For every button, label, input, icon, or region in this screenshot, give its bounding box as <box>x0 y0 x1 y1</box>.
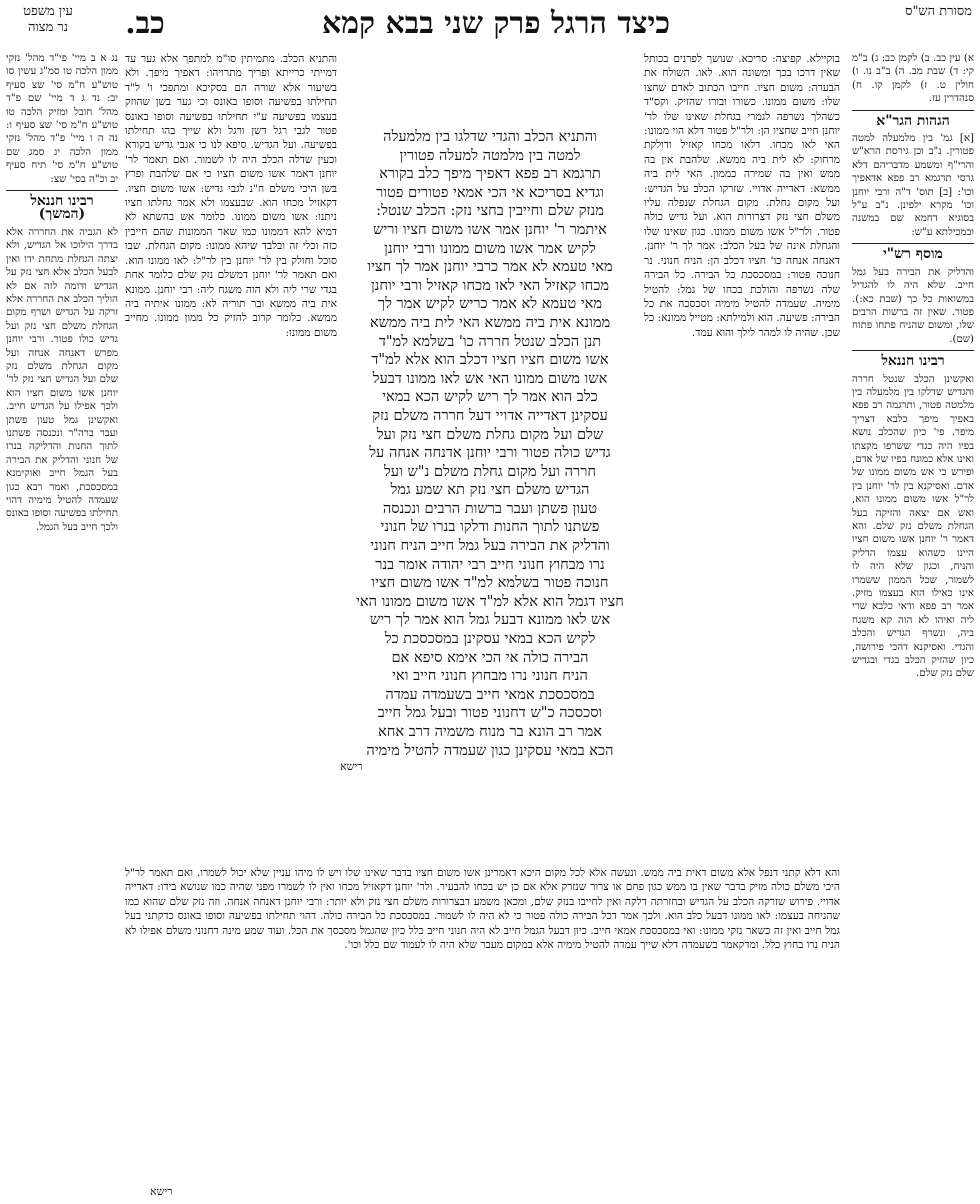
rashi-text: בוקיילא. קפיצה: סריכא. שנושך לפרנים בכותל שאין דרכו בכך ומשונה הוא. לאו. השולח את הבערה: משום חציו. חייבו הכתוב לאדם שחצו שלו: משום ממונו. כשורו ובורו שהזיק. וקס"ד כשהלך נשרפה לגמרי בגחלת שאינו שלו לר' יוחנן חייב שחציו הן: ולר"ל פטור דלא הוי ממונו: האי לאו מכחו. דלאו מכחו קאזיל ודולקת מרחוק: לא לית ביה ממשא. שלהבת אין בה ממש ואין בה שמירה כממון. האי לית ביה ממשא: דאדייה אדויי. שזרקו הכלב על הגדיש: ועל מקום גחלת. מקום הגחלת שנפלה עליו משלם חצי נזק דצרורות הוא. ועל גדיש כולה פטור. ולר"ל אשו משום ממונו. כגון שאינו שלו והגחלת אינה של בעל הכלב: אמר לך ר' יוחנן. דאנחה אנחה כו' חציו דכלב הן: הניח חנוני. נר חנוכה פטור: במסכסכת כל הבירה. כל הבירה שלה נשרפה והולכת בכחו של גמל: להטיל מימיה. שעמדה להטיל מימיה וסכסכה את כל הבירה: פשיעה. הוא ולמילתא: מטייל ממונא: כל שכן. שהיה לו למהר לילך והוא עמד. <box>644 53 840 339</box>
ein-mishpat-text: נג א ב מיי' פי"ד מהל' נזקי ממון הלכה טו סמ"ג עשין סו טוש"ע ח"מ סי' שצ סעיף יב: נד ג ד מיי' שם פ"ד מהל' חובל ומזיק הלכה טו טוש"ע ח"מ סי' שצ סעיף ו: נה ה ו מיי' פ"ד מהל' נזקי ממון הלכה יג סמג שם טוש"ע ח"מ סי' תיח סעיף יב וכ"ה בסי' שצ: <box>6 53 118 185</box>
tosafot-commentary <box>125 52 337 860</box>
gemara-line: עסקינן דאדייה אדויי דעל חררה משלם נזק <box>372 406 608 424</box>
gemara-line: הגדיש משלם חצי נזק תא שמע גמל <box>390 481 590 499</box>
gemara-line: שלם ועל מקום גחלת משלם חצי נזק ועל <box>376 425 604 443</box>
page-title: כיצד הרגל פרק שני בבא קמא <box>321 6 671 41</box>
gemara-line: חנוכה פטור בשלמא למ"ד אשו משום חציו <box>371 574 609 592</box>
catchword: רישא <box>340 760 363 774</box>
gemara-lines <box>340 128 640 760</box>
rabbenu-chananel-cont-text: לא הגביה את החררה אלא בדרך הילוכו אל הגדיש, ולא יצתה הגחלת מתחת ידו ואין לבעל הכלב אלא חצי נזק על הגדיש ודומה לזה אם לא הוליך הכלב את החררה אלא זרקה על הגדיש ושרף מקום הגחלת משלם חצי נזק ועל גדיש כולו פטור. ורבי יוחנן מפרש דאנחה אנחה ועל מקום הגחלת משלם נזק שלם ועל הגדיש חצי נזק לר' יוחנן אשו משום חציו הוא ולכך אפילו על הגדיש חייב. ואקשינן גמל טעון פשתן ועבר ברה"ר ונכנסה פשתנו לתוך החנות והדליקה בנרו של חנוני והדליק את הבירה בעל הגמל חייב ואוקימנא במסכסכת, ואמר רבא כגון שעמדה להטיל מימיה דהוי תחילתו בפשיעה וסופו באונס ולכך חייב בעל הגמל. <box>6 226 118 533</box>
gemara-line: תרגמא רב פפא דאפיך מיפך כלב בקורא <box>379 165 601 183</box>
gemara-line: והדליק את הבירה בעל גמל חייב הניח חנוני <box>370 537 610 555</box>
gemara-line: הבירה כולה אי הכי אימא סיפא אם <box>391 648 589 666</box>
divider <box>852 110 974 111</box>
gemara-line: לקיש אמר אשו משום ממונו ורבי יוחנן <box>384 239 596 257</box>
musaf-rashi-title: מוסף רש"י <box>883 246 943 263</box>
gemara-line: אשו משום חציו חציו דכלב הוא אלא למ"ד <box>371 351 609 369</box>
gemara-line: במסכסכת אמאי חייב בשעמדה עמדה <box>385 685 595 703</box>
hagahot-text: [א] גמ' בין מלמעלה למטה פטורין. נ"ב וכן גירסת הרא"ש והרי"ף ומשמע מדבריהם דלא גרסי תרגמא רב פפא אדאפיך וכו': [ב] תוס' ד"ה ורבי יוחנן וכו' מקרא ילפינן. נ"ב ע"ל בסוגיא דחמא שם במשנה ובמכילתא ע"ש: <box>852 133 974 238</box>
gemara-line: מכחו קאזיל האי לאו מכחו קאזיל ורבי יוחנן <box>370 276 610 294</box>
gemara-line: איתמר ר' יוחנן אמר אשו משום חציו וריש <box>373 220 607 238</box>
gemara-line: אמר רב הונא בר מנוח משמיה דרב אחא <box>377 723 603 740</box>
masoret-hashas-label: מסורת הש"ס <box>905 4 972 19</box>
gemara-line: הניח חנוני נרו מבחוץ חנוני חייב ואי <box>392 667 588 685</box>
tosafot-bottom <box>125 866 840 1178</box>
gemara-line: תנן הכלב שנטל חררה כו' בשלמא למ"ד <box>378 332 602 350</box>
gemara-line: נרו מבחוץ חנוני חייב רבי יהודה אומר בנר <box>375 555 605 573</box>
gemara-line: טעון פשתן ועבר ברשות הרבים ונכנסה <box>382 499 598 517</box>
gemara-line: פשתנו לתוך החנות ודלקו בנרו של חנוני <box>380 518 600 536</box>
gemara-line: וגדיא בסריכא אי הכי אמאי פטורים פטור <box>376 183 604 201</box>
divider <box>852 350 974 351</box>
ein-mishpat-label: עין משפט נר מצוה <box>23 4 73 35</box>
tosafot-bottom-text: והא דלא קתני דנפל אלא משום דאית ביה ממש. ונעשה אלא לכל מקום היכא דאמרינן אשו משום חציו בדבר שאינו שלו ויש לו מיהו עניין שלא יכול לשמרו. ואם תאמר לר"ל היכי משלם כולה מזיק בדבר שאין בו ממש כגון פחם או צרור שנזרק אלא אם כן יש בכחו להבעיר. ולר' יוחנן דקאזיל מכחו ואין לו לשמרו מפני שהיה כמו שנושא בידו: דאדייה אדויי. פירוש שזרקה הכלב על הגדיש ובחזרתה דלקה ואין לחייבו בנזק שלם, ומכאן משמע דבצרורות משלם חצי נזק ולא יותר: ורבי יוחנן דאנחה אנחה. וזה נזק שלם שהוא כמו שהניחה בעצמו: לאו ממונו דבעל כלב הוא. ולכך אמר דכל הבירה כולה פטור כי לא היה לו לשמור. במסכסכת כל הבירה כולה. דהוי תחילתו בפשיעה וסופו באונס כדקתני בעל גמל חייב ואין זה כשאר נזקי ממונו: ואי במסכסכת אמאי חייב. כיון דבעל הגמל חייב לא היה חנוני חייב כלל כיון שהגמל מסכסך את הכל. ועוד שמע מינה דחנוני משלם אפילו לא הניח נרו בחוץ כלל. ומדקאמר בשעמדה דלא שייך עמדה להטיל מימיה אלא במקום מעבר שלא היה לו לעמוד שם כלל וכו'. <box>125 867 840 952</box>
gemara-line: לקיש הכא במאי עסקינן במסכסכת כל <box>384 630 596 648</box>
gemara-line: גדיש כולה פטור ורבי יוחנן אדנחה אנחה על <box>369 444 611 462</box>
left-margin <box>6 52 118 1178</box>
gemara-line: מאי טעמא לא אמר כריש לקיש אמר לך <box>377 295 603 313</box>
right-margin <box>852 52 974 1142</box>
gemara-line: מנזק שלם וחייבין בחצי נזק: הכלב שנטל: <box>376 202 604 220</box>
gemara-line: אש לאו ממונא דבעל גמל הוא אמר לך ריש <box>369 611 611 629</box>
page-number: כב. <box>125 6 165 41</box>
gemara-line: חציו דגמל הוא אלא למ"ד אשו משום ממונו האי <box>356 592 624 610</box>
gemara-line: חררה ועל מקום גחלת משלם נ"ש ועל <box>383 462 597 480</box>
gemara-line: למטה בין מלמטה למעלה פטורין <box>399 146 581 164</box>
gemara-text-block <box>340 128 640 842</box>
gemara-line: והתניא הכלב והגדי שדלגו בין מלמעלה <box>383 128 597 145</box>
divider <box>6 190 118 191</box>
divider <box>852 243 974 244</box>
rabbenu-chananel-text: ואקשינן הכלב שנטל חררה והגדיש שדלקו בין מלמעלה בין מלמטה פטור, ותרגמה רב פפא באפיך מיפך כלבא דצריך מיפר. פי' כיון שהכלב נושא בפיו היה כגדי ששרפו מקצתו ואינו אלא כמונח בפיו של אדם, ופירש כי אש משום ממונו של אדם. ואסיקנא בין לר' יוחנן בין לר"ל אשו משום ממונו הוא, ואש אם יצאה והזיקה בעל הגחלת משלם נזק שלם. והא דאמר ר' יוחנן אשו משום חציו היינו כשהוא עצמו הדליק והניח, וכגון שלא היה לו לשמור, שכל הממון ששמרו אינו כאילו הוא בעצמו מזיק. אמר רב פפא ודאי כלבא שרי ליה ואיהו לא הוה קא משגח ביה, ונשרף הגדיש והכלב והגדי. ואסיקנא דהכי פירושה, כיון שהזיק הכלב בגדי ובגדיש שלם נזק שלם. <box>852 373 974 680</box>
gemara-line: אשו משום ממונו האי אש לאו ממונו דבעל <box>372 369 608 387</box>
gemara-line: ממונא אית ביה ממשא האי לית ביה ממשא <box>369 313 611 331</box>
rabbenu-chananel-title: רבינו חננאל <box>881 353 945 370</box>
page-header <box>0 0 980 50</box>
masoret-hashas-refs: א) עין כב. ב) לקמן כב: ג) ב"מ קי: ד) שבת מב. ה) ב"ב נו. ו) חולין ט. ז) לקמן קו. ח) סנהדרין עז. <box>852 53 974 105</box>
musaf-rashi-text: והדליק את הבירה בעל גמל חייב. שלא היה לו להגדיל במשואות כל כך (שבת כא:). פטור. שאין זה ברשות הרבים שלו, ומשום שהניח פתחו פתוח (שם). <box>852 266 974 345</box>
gemara-line: וסכסכה כ"ש דחנוני פטור ובעל גמל חייב <box>377 704 603 722</box>
rashi-commentary <box>644 52 840 860</box>
gemara-line: הכא במאי עסקינן כגון שעמדה להטיל מימיה <box>366 741 614 759</box>
gemara-line: מאי טעמא לא אמר כרבי יוחנן אמר לך חציו <box>367 258 613 276</box>
gemara-line: כלב הוא אמר לך ריש לקיש הכא במאי <box>382 388 598 406</box>
page-signature: רישא <box>150 1185 173 1198</box>
rabbenu-chananel-cont-title: רבינו חננאל (המשך) <box>30 193 94 223</box>
tosafot-text: והתניא הכלב. מתמיתין סו"מ למתפך אלא גער עד דמייתי כרייתא ופריך מתרויהו: דאפיך מיפך. ולא בשיעור אלא שורה הם בסקיכא ומתפכי ו' ל"ד תחילתו בפשיעה וסופו באונס וכי גער בשן שהוזק בעצמו בפשיעה ע"י תחילתו בפשיעה וסופו באונס פטור לגבי רגל דשן ורגל ולא שייך בהו תחילתו בפשיעה. ועל הגדיש. סיפא לנו כי אגבי גדיש בקורא וכעין שדלה הכלב היה לו לשמור. ואם תאמר לר' יוחנן דאמר אשו משום חציו כי אם שלהבת ופרץ בשן היכי משלם ח"נ לגבי גדיש: אשו משום חציו. דקאזיל מכחו הוא. שבעצמו ולא אמר גחלתו חציו ניתנו: אשו משום ממונו. כלומר אש בהשתא לא דמיא להא דממונו כמו שאר הממונות שהם חייבין כזה וכלי זה ובלבד שיהא ממונו: מקום הגחלת. שבו סוכל וחולק בין לר' יוחנן בין לר"ל: לאו ממונו הוא. ואם תאמר לר' יוחנן דמשלם נזק שלם כלומר אחת בגדי שרי ליה ולא הוה משגח ליה: רבי יוחנן. ממונא אית ביה ממשא ובר תוריה לא: ממונו איתיה ביה ממשא. כלומר קרוב להזיק כל ממון ממונו. מחייב משום ממונו: <box>125 53 337 339</box>
hagahot-title: הגהות הגר"א <box>876 112 950 129</box>
